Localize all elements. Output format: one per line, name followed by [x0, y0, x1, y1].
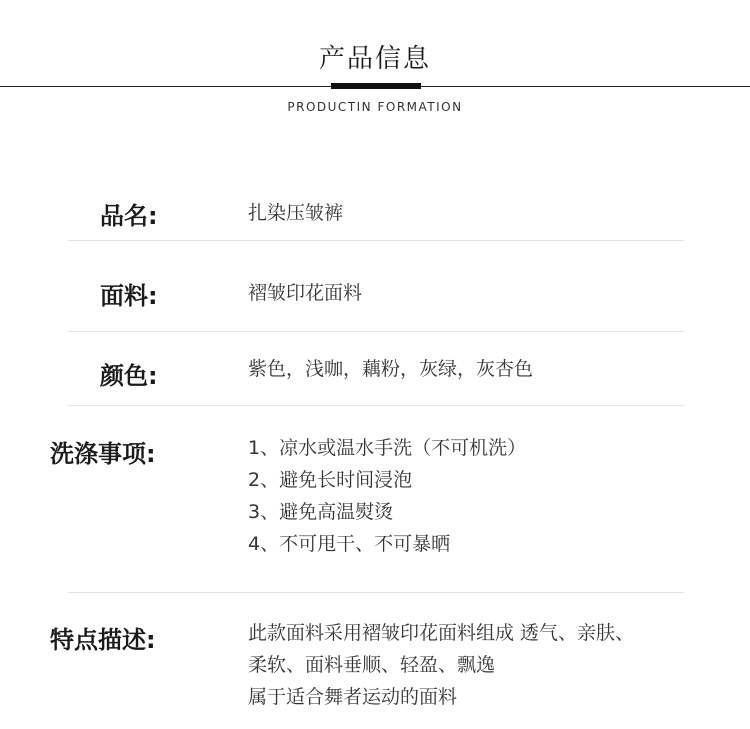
row-divider: [68, 405, 684, 406]
color-label: 颜色:: [100, 362, 158, 390]
care-list: [248, 432, 526, 560]
care-item: 2、避免长时间浸泡: [248, 469, 413, 491]
name-label: 品名:: [100, 202, 158, 230]
feature-label: 特点描述:: [50, 626, 156, 654]
title-accent-bar: [331, 83, 421, 89]
feature-list: [248, 617, 634, 713]
feature-line: 属于适合舞者运动的面料: [248, 686, 458, 708]
page-subtitle: PRODUCTIN FORMATION: [287, 100, 463, 114]
fabric-value: 褶皱印花面料: [248, 282, 363, 304]
care-item: 4、不可甩干、不可暴晒: [248, 533, 451, 555]
care-item: 3、避免高温熨烫: [248, 501, 394, 523]
care-item: 1、凉水或温水手洗（不可机洗）: [248, 437, 527, 459]
name-value: 扎染压皱裤: [248, 202, 344, 224]
row-divider: [68, 240, 684, 241]
row-divider: [68, 331, 684, 332]
color-value: 紫色，浅咖，藕粉，灰绿，灰杏色: [248, 358, 534, 380]
row-divider: [68, 592, 684, 593]
feature-line: 此款面料采用褶皱印花面料组成 透气、亲肤、: [248, 622, 635, 644]
fabric-label: 面料:: [100, 282, 158, 310]
page-title: 产品信息: [318, 44, 431, 74]
care-label: 洗涤事项:: [50, 440, 156, 468]
feature-line: 柔软、面料垂顺、轻盈、飘逸: [248, 654, 496, 676]
